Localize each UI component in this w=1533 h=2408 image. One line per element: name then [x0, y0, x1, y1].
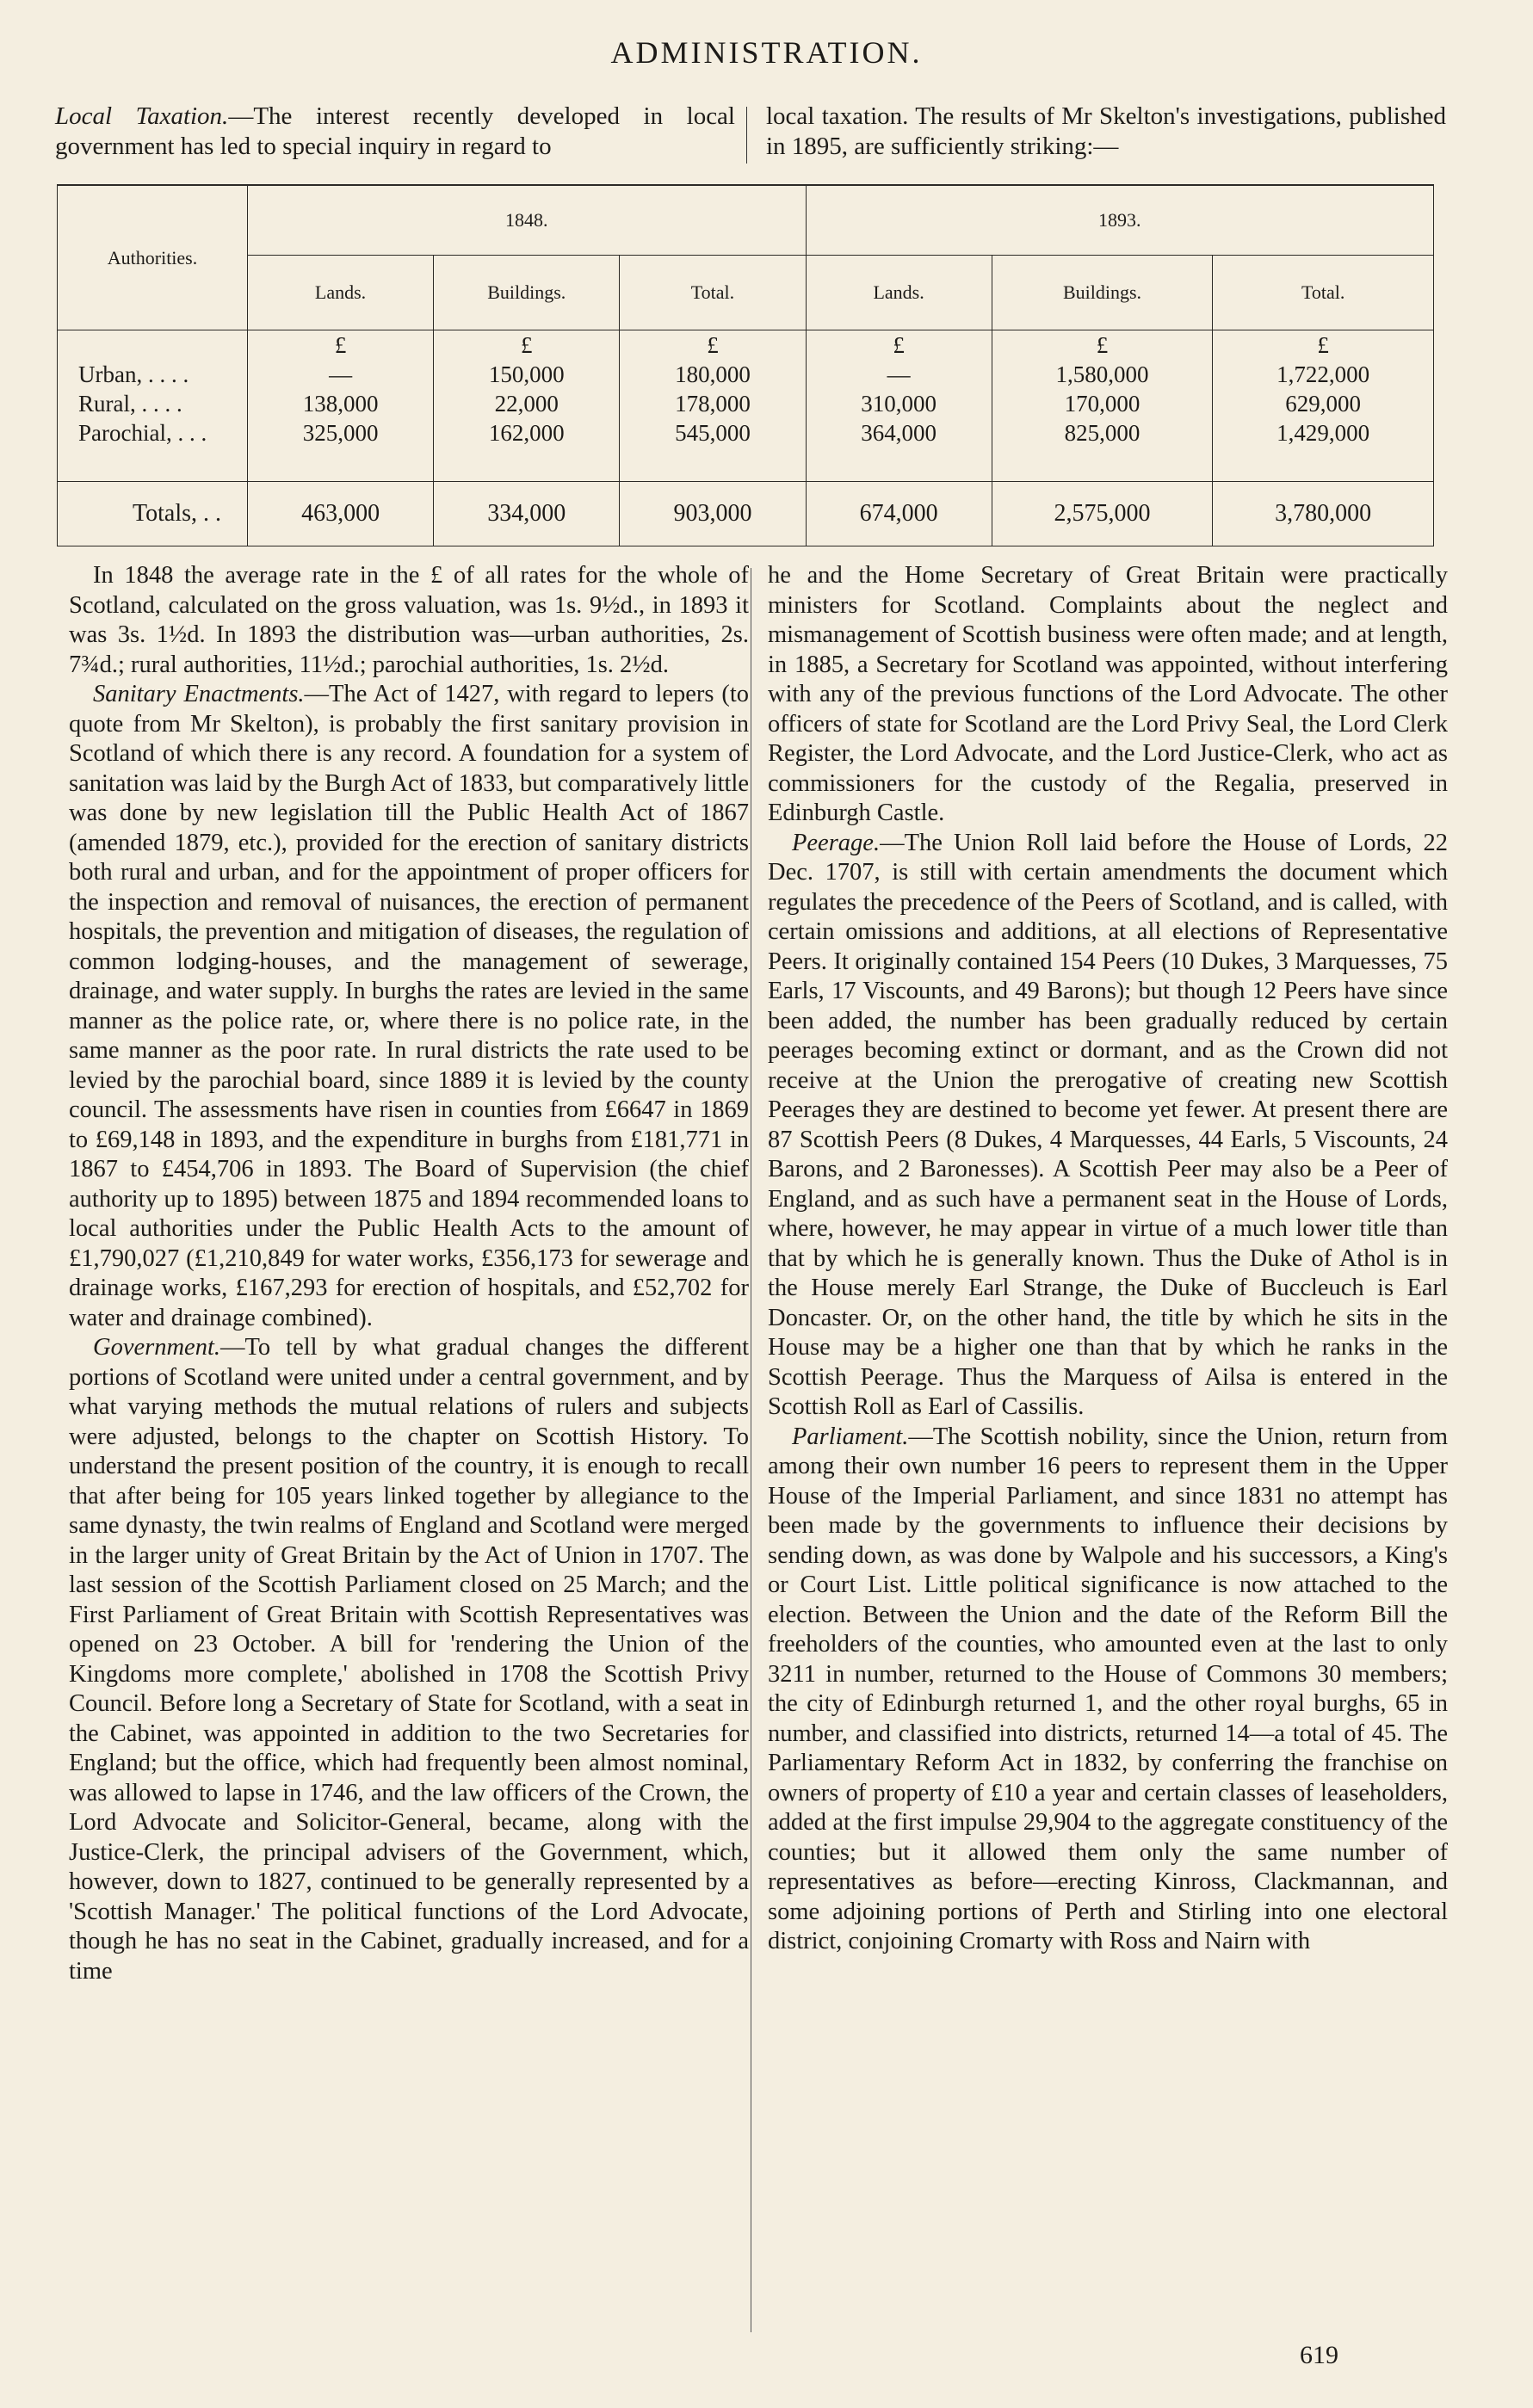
table-cell: 629,000	[1285, 391, 1362, 417]
col-buildings-1893: Buildings.	[992, 256, 1213, 330]
col-total-1848: Total.	[620, 256, 806, 330]
row-label: Urban, . . . .	[78, 361, 189, 387]
currency-mark: £	[1096, 332, 1109, 358]
right-column	[768, 561, 1448, 1957]
table-cell: 310,000	[861, 391, 936, 417]
totals-label: Totals, . .	[58, 482, 248, 546]
table-cell: 1,429,000	[1276, 420, 1370, 446]
paragraph-text: —The Union Roll laid before the House of Lords, 22 Dec. 1707, is still with certain amendments the document which regulates the precedence of the Peers of Scotland, and is called, with certain omissions and additions, at all elections of Representative Peers. It originally contained 154 Peers (10 Dukes, 3 Marquesses, 75 Earls, 17 Viscounts, and 49 Barons); but though 12 Peers have since been added, the number has been gradually reduced by certain peerages becoming extinct or dormant, and as the Crown did not receive at the Union the prerogative of creating new Scottish Peerages they are destined to become yet fewer. At present there are 87 Scottish Peers (8 Dukes, 4 Marquesses, 44 Earls, 5 Viscounts, 24 Barons, and 2 Baronesses). A Scottish Peer may also be a Peer of England, and as such have a permanent seat in the House of Lords, where, however, he may appear in virtue of a much lower title than that by which he is generally known. Thus the Duke of Athol is in the House merely Earl Strange, the Duke of Buccleuch is Earl Doncaster. Or, on the other hand, the title by which he sits in the House may be a higher one than that by which he ranks in the Scottish Peerage. Thus the Marquess of Ailsa is entered in the Scottish Roll as Earl of Cassilis.	[768, 829, 1448, 1420]
intro-section	[55, 102, 1446, 170]
table-cell: 22,000	[494, 391, 559, 417]
intro-left	[55, 102, 735, 162]
paragraph	[768, 829, 1448, 1423]
lands-1848-cell	[248, 330, 434, 482]
table-cell: 170,000	[1064, 391, 1140, 417]
table-cell: 138,000	[302, 391, 379, 417]
intro-left-text: —The interest recently developed in local government has led to special inquiry in regard to	[55, 102, 735, 160]
section-heading-government: Government.	[93, 1334, 220, 1361]
table-cell: 545,000	[675, 420, 751, 446]
column-divider	[746, 107, 747, 164]
table-cell: 178,000	[675, 391, 751, 417]
left-column	[69, 561, 749, 1986]
totals-row	[58, 482, 1434, 546]
buildings-1893-cell	[992, 330, 1213, 482]
col-total-1893: Total.	[1213, 256, 1434, 330]
table-cell: 825,000	[1064, 420, 1140, 446]
table-cell: 3,780,000	[1213, 482, 1434, 546]
table-cell: —	[887, 361, 911, 387]
table-cell: 180,000	[675, 361, 751, 387]
paragraph-text: —To tell by what gradual changes the different portions of Scotland were united under a central government, and by what varying methods the mutual relations of rulers and subjects were adjusted, belongs to the chapter on Scottish History. To understand the present position of the country, it is enough to recall that after being for 105 years linked together by allegiance to the same dynasty, the twin realms of England and Scotland were merged in the larger unity of Great Britain by the Act of Union in 1707. The last session of the Scottish Parliament closed on 25 March; and the First Parliament of Great Britain with Scottish Representatives was opened on 23 October. A bill for 'rendering the Union of the Kingdoms more complete,' abolished in 1708 the Scottish Privy Council. Before long a Secretary of State for Scotland, with a seat in the Cabinet, was appointed in addition to the two Secretaries for England; but the office, which had frequently been almost nominal, was allowed to lapse in 1746, and the law officers of the Crown, the Lord Advocate and Solicitor-General, became, along with the Justice-Clerk, the principal advisers of the Government, which, however, down to 1827, continued to be generally represented by a 'Scottish Manager.' The political functions of the Lord Advocate, though he has no seat in the Cabinet, gradually increased, and for a time	[69, 1334, 749, 1985]
paragraph	[69, 680, 749, 1333]
table-cell: 1,722,000	[1276, 361, 1370, 387]
buildings-1848-cell	[434, 330, 620, 482]
total-1848-cell	[620, 330, 806, 482]
table-cell: 162,000	[488, 420, 565, 446]
paragraph-text: —The Scottish nobility, since the Union, return from among their own number 16 peers to represent them in the Upper House of the Imperial Parliament, and since 1831 no attempt has been made by the governments to influence their decisions by sending down, as was done by Walpole and his successors, a King's or Court List. Little political significance is now attached to the election. Between the Union and the date of the Reform Bill the freeholders of the counties, who amounted even at the last to only 3211 in number, returned to the House of Commons 30 members; the city of Edinburgh returned 1, and the other royal burghs, 65 in number, and classified into districts, returned 14—a total of 45. The Parliamentary Reform Act in 1832, by conferring the franchise on owners of property of £10 a year and certain classes of leaseholders, added at the first impulse 29,904 to the aggregate constituency of the counties; but it allowed them only the same number of representatives as before—erecting Kinross, Clackmannan, and some adjoining portions of Perth and Stirling into one electoral district, conjoining Cromarty with Ross and Nairn with	[768, 1423, 1448, 1954]
currency-mark: £	[707, 332, 719, 358]
section-heading-local-taxation: Local Taxation.	[55, 102, 229, 130]
year-1848-header: 1848.	[248, 186, 807, 256]
paragraph	[768, 1423, 1448, 1957]
col-lands-1848: Lands.	[248, 256, 434, 330]
col-lands-1893: Lands.	[806, 256, 992, 330]
currency-mark: £	[1317, 332, 1329, 358]
table-cell: 325,000	[302, 420, 379, 446]
running-head: ADMINISTRATION.	[610, 35, 923, 70]
table-cell: 2,575,000	[992, 482, 1213, 546]
paragraph: he and the Home Secretary of Great Britain were practically ministers for Scotland. Complaints about the neglect and mismanagement of Scottish business were often made; and at length, in 1885, a Secretary for Scotland was appointed, without interfering with any of the previous functions of the Lord Advocate. The other officers of state for Scotland are the Lord Privy Seal, the Lord Clerk Register, the Lord Advocate, and the Lord Justice-Clerk, who act as commissioners for the custody of the Regalia, preserved in Edinburgh Castle.	[768, 562, 1448, 826]
table-cell: 364,000	[861, 420, 936, 446]
table-cell: 463,000	[248, 482, 434, 546]
paragraph: In 1848 the average rate in the £ of all rates for the whole of Scotland, calculated on the gross valuation, was 1s. 9½d., in 1893 it was 3s. 1½d. In 1893 the distribution was—urban authorities, 2s. 7¾d.; rural authorities, 11½d.; parochial authorities, 1s. 2½d.	[69, 562, 749, 678]
page-number: 619	[1300, 2341, 1338, 2369]
table-cell: 150,000	[488, 361, 565, 387]
intro-right: local taxation. The results of Mr Skelton's investigations, published in 1895, are sufficiently striking:—	[766, 102, 1446, 160]
table-cell: 903,000	[620, 482, 806, 546]
paragraph-text: —The Act of 1427, with regard to lepers (to quote from Mr Skelton), is probably the first sanitary provision in Scotland of which there is any record. A foundation for a system of sanitation was laid by the Burgh Act of 1833, but comparatively little was done by new legislation till the Public Health Act of 1867 (amended 1879, etc.), provided for the erection of sanitary districts both rural and urban, and for the appointment of proper officers for the inspection and removal of nuisances, the erection of permanent hospitals, the prevention and mitigation of diseases, the regulation of common lodging-houses, and the management of sewerage, drainage, and water supply. In burghs the rates are levied in the same manner as the police rate, or, where there is no police rate, in the same manner as the poor rate. In rural districts the rate used to be levied by the parochial board, since 1889 it is levied by the county council. The assessments have risen in counties from £6647 in 1869 to £69,148 in 1893, and the expenditure in burghs from £181,771 in 1867 to £454,706 in 1893. The Board of Supervision (the chief authority up to 1895) between 1875 and 1894 recommended loans to local authorities under the Public Health Acts to the amount of £1,790,027 (£1,210,849 for water works, £356,173 for sewerage and drainage works, £167,293 for erection of hospitals, and £52,702 for water and drainage combined).	[69, 681, 749, 1331]
section-heading-parliament: Parliament.	[792, 1423, 909, 1450]
currency-mark: £	[334, 332, 347, 358]
paragraph	[69, 1333, 749, 1986]
year-1893-header: 1893.	[806, 186, 1433, 256]
currency-mark: £	[521, 332, 533, 358]
row-label: Rural, . . . .	[78, 391, 182, 417]
taxation-table	[57, 185, 1434, 546]
table-data-row	[58, 330, 1434, 482]
table-cell: 334,000	[434, 482, 620, 546]
section-heading-sanitary: Sanitary Enactments.	[93, 681, 305, 707]
authorities-header: Authorities.	[58, 186, 248, 330]
table-cell: 674,000	[806, 482, 992, 546]
currency-mark: £	[893, 332, 905, 358]
table-cell: —	[329, 361, 353, 387]
total-1893-cell	[1213, 330, 1434, 482]
lands-1893-cell	[806, 330, 992, 482]
authorities-cell	[58, 330, 248, 482]
table-cell: 1,580,000	[1055, 361, 1149, 387]
col-buildings-1848: Buildings.	[434, 256, 620, 330]
section-heading-peerage: Peerage.	[792, 829, 881, 856]
row-label: Parochial, . . .	[78, 420, 207, 446]
